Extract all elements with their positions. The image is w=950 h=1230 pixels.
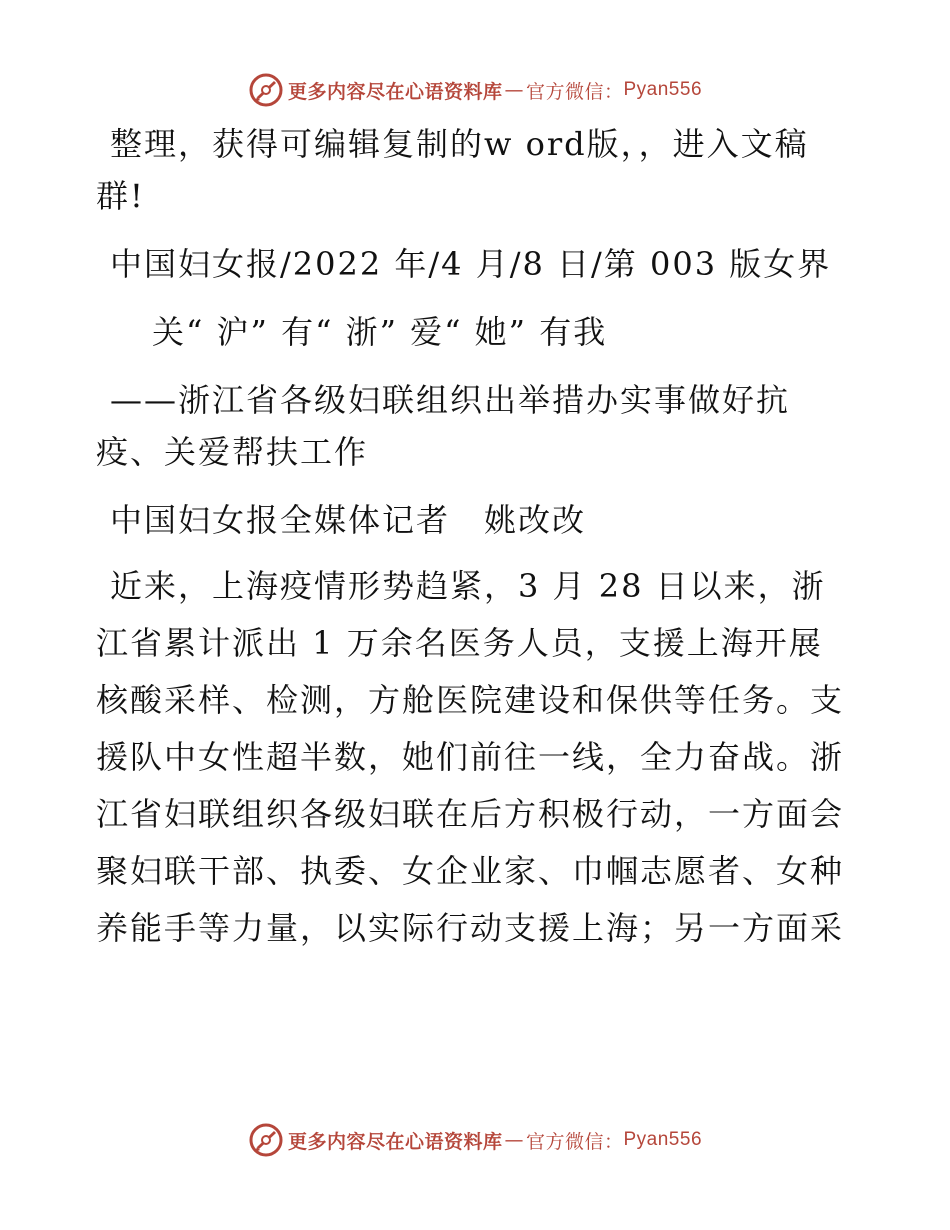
source-line: 中国妇女报/2022 年/4 月/8 日/第 003 版女界 bbox=[110, 245, 832, 283]
watermark-separator: — bbox=[504, 79, 524, 101]
watermark-header bbox=[0, 70, 950, 110]
body-line: 养能手等力量，以实际行动支援上海；另一方面采 bbox=[96, 909, 845, 947]
watermark-wechat-label: 官方微信： bbox=[525, 80, 624, 103]
byline: 中国妇女报全媒体记者 姚改改 bbox=[110, 501, 587, 539]
watermark-footer bbox=[0, 1120, 950, 1160]
body-line: 近来，上海疫情形势趋紧，3 月 28 日以来，浙 bbox=[110, 567, 826, 605]
watermark-wechat-id: Pyan556 bbox=[623, 1129, 703, 1150]
subtitle-line: ——浙江省各级妇联组织出举措办实事做好抗 bbox=[110, 381, 791, 419]
watermark-text: 更多内容尽在心语资料库 bbox=[287, 1130, 503, 1153]
body-line: 核酸采样、检测，方舱医院建设和保供等任务。支 bbox=[96, 681, 845, 719]
logo-icon bbox=[248, 72, 284, 108]
body-line: 江省妇联组织各级妇联在后方积极行动，一方面会 bbox=[96, 795, 845, 833]
body-line: 江省累计派出 1 万余名医务人员，支援上海开展 bbox=[96, 624, 823, 662]
logo-icon bbox=[248, 1122, 284, 1158]
body-line: 援队中女性超半数，她们前往一线，全力奋战。浙 bbox=[96, 738, 845, 776]
watermark-wechat-id: Pyan556 bbox=[623, 79, 703, 100]
watermark-wechat-label: 官方微信： bbox=[525, 1130, 624, 1153]
intro-line: 整理，获得可编辑复制的w ord版，，进入文稿 bbox=[110, 125, 809, 163]
intro-line: 群! bbox=[96, 177, 145, 215]
watermark-separator: — bbox=[504, 1129, 524, 1151]
subtitle-line: 疫、关爱帮扶工作 bbox=[96, 433, 369, 471]
watermark-text: 更多内容尽在心语资料库 bbox=[287, 80, 503, 103]
article-title: 关“ 沪” 有“ 浙” 爱“ 她” 有我 bbox=[152, 313, 608, 351]
document-body bbox=[96, 118, 856, 957]
body-line: 聚妇联干部、执委、女企业家、巾帼志愿者、女种 bbox=[96, 852, 845, 890]
